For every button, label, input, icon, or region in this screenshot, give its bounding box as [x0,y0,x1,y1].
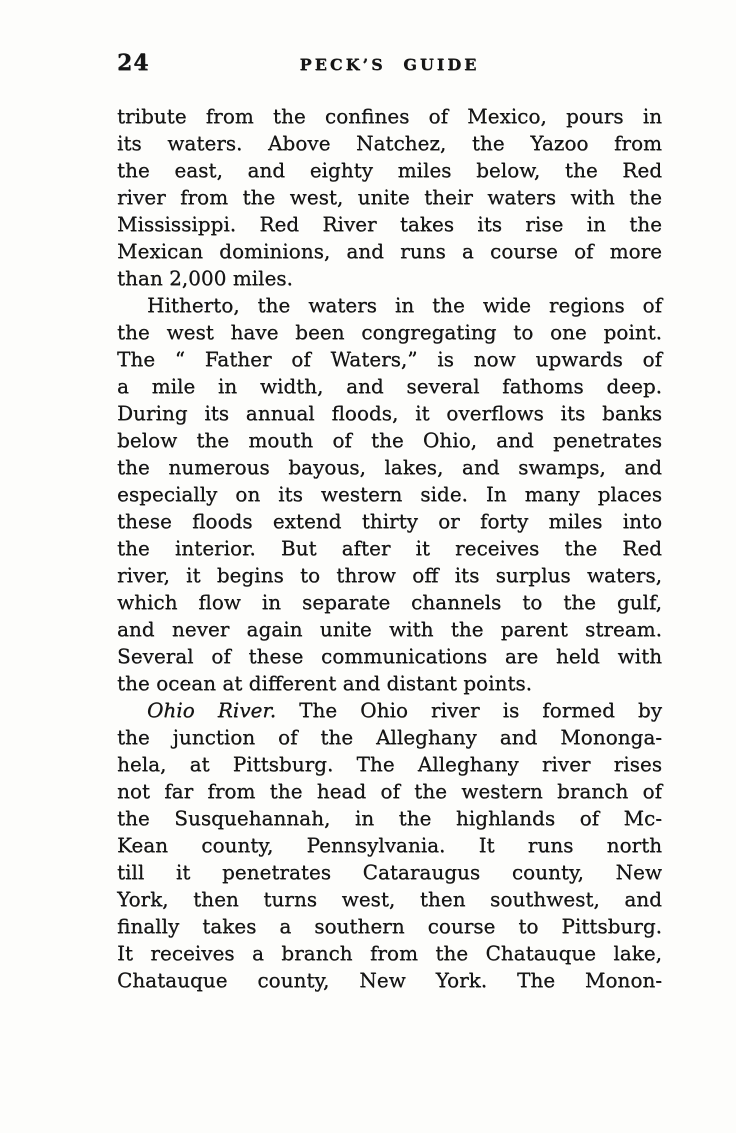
text-line: the ocean at different and distant points. [117,671,533,695]
text-line: It receives a branch from the Chatauque lake, [117,941,662,965]
text-line: than 2,000 miles. [117,266,293,290]
text-line: not far from the head of the western branch of [117,779,662,803]
text-line: hela, at Pittsburg. The Alleghany river rises [117,752,662,776]
text-line: Chatauque county, New York. The Monon- [117,968,662,992]
running-head-title: PECK’S GUIDE [299,55,480,74]
text-line: below the mouth of the Ohio, and penetrates [117,428,662,452]
text-line: Kean county, Pennsylvania. It runs north [117,833,662,857]
text-line: the east, and eighty miles below, the Red [117,158,662,182]
text-line: York, then turns west, then southwest, and [117,887,662,911]
text-line: which flow in separate channels to the gulf, [117,590,662,614]
text-line: Mississippi. Red River takes its rise in the [117,212,662,236]
text-line: especially on its western side. In many places [117,482,662,506]
text-line: river from the west, unite their waters with the [117,185,662,209]
text-line: The “ Father of Waters,” is now upwards of [117,347,662,371]
text-line [117,697,662,724]
text-line: Hitherto, the waters in the wide regions of [147,293,662,317]
text-line: Several of these communications are held with [117,644,662,668]
text-line: the Susquehannah, in the highlands of Mc- [117,806,662,830]
text-line: the numerous bayous, lakes, and swamps, and [117,455,662,479]
text-line: a mile in width, and several fathoms deep. [117,374,662,398]
text-line: finally takes a southern course to Pittsburg. [117,914,662,938]
page-number: 24 [117,50,150,76]
text-line: the junction of the Alleghany and Mononga- [117,725,662,749]
text-line: During its annual floods, it overflows its banks [117,401,662,425]
text-line: and never again unite with the parent stream. [117,617,662,641]
text-line: these floods extend thirty or forty miles into [117,509,662,533]
text-line: Mexican dominions, and runs a course of more [117,239,662,263]
text-line: the west have been congregating to one point. [117,320,662,344]
text-line: till it penetrates Cataraugus county, New [117,860,662,884]
text-line: its waters. Above Natchez, the Yazoo from [117,131,662,155]
italic-lead: Ohio River. [147,698,277,722]
text-line: river, it begins to throw off its surplus waters, [117,563,662,587]
text-line: the interior. But after it receives the Red [117,536,662,560]
text-line: tribute from the confines of Mexico, pours in [117,104,662,128]
page-text [117,103,662,994]
text-segment: The Ohio river is formed by [276,698,663,722]
